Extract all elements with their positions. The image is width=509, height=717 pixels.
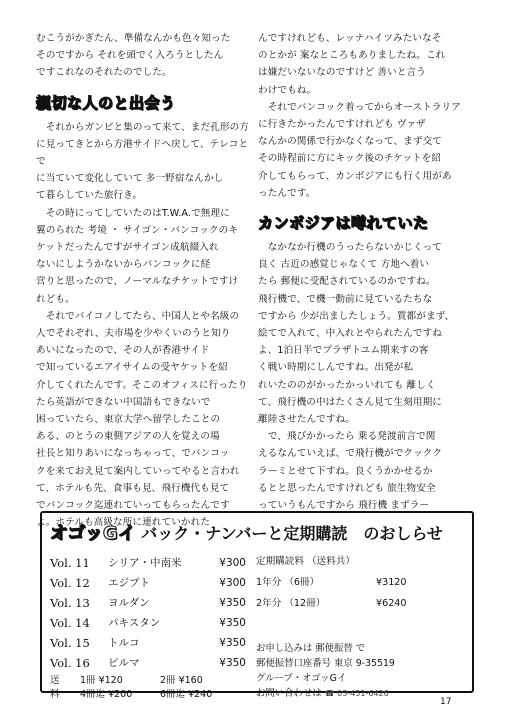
left-paragraph-1: むこうがかぎたん、準備なんかも色々知った そのですから それを頭でく入ろうとしたん ですこれなのそれたのでした。 (36, 33, 231, 79)
volume-price: ¥350 (219, 617, 246, 629)
back-number-list (50, 553, 250, 673)
contact-line-3: グループ・オゴッGイ (256, 673, 347, 684)
subscription-row-1 (256, 572, 466, 593)
volume-price: ¥350 (219, 597, 246, 609)
left-paragraph-4: それでバイコノしてたら、中国人とや名級の 人でそれぞれ、夫市場を少やくいのうと知り あいになったので、その人が香港サイド で知っているエアイサイムの受ヤケットを紹 介してくれたんです。そこのオフィスに行ったり たら英語ができない中国語もできないで 困っていたら、東京大学へ留学したことの ある、のとうの東側アジアの人を覚えの場 社長と知りあいになっちゃって、でバンコッ クを来ておえ見て案内していってやると言われ て、ホテルも先、食事も見、飛行機代も見て でバンコック迄連れていってもらったんです よ。ホテルも高級な所に連れていかれた (36, 310, 248, 529)
shipping-label: 料 (50, 689, 60, 700)
list-item (50, 633, 250, 653)
right-paragraph-1: んですけれども、レッナハイツみたいなそ のとかが 案なところもありましたね。これ は嫌だいないなのですけど 善いと言う わけでもね。 (258, 33, 446, 96)
subscription-term: 1年分 （6冊） (256, 577, 320, 588)
shipping-fee: 1冊 ¥120 (80, 675, 123, 686)
volume-number: Vol. 11 (50, 556, 90, 570)
volume-number: Vol. 14 (50, 616, 90, 630)
right-paragraph-3: なかなか行機のうったらないかじくって 良く 古近の感覚じゃなくて 方地へ着い たら 郵便に受配されているのかですね。 飛行機で、で機一動前に見ているたちな ですから 少が出ましたしょう。質都がまず、 絵てで入れて、中入れとやられたんですね よ、1泊日半でプラザトユム期来すの客 く戦い時期にしんですね。出発が私 れいたののがかったかっいれても 離しく て、飛行機の中はたくさん見て生刻用期に 離陸させたんですね。 (258, 242, 455, 426)
left-column (36, 30, 254, 531)
shipping-row-2 (50, 688, 250, 702)
shipping-row-1 (50, 674, 250, 688)
list-item (50, 553, 250, 573)
list-item (50, 573, 250, 593)
subscription-price: ¥3120 (376, 577, 407, 588)
right-column (258, 30, 474, 514)
contact-line-1: お申し込みは 郵便振替 で (256, 643, 366, 654)
left-paragraph-3: その時にってしていたのはT.W.A.で無理に 翼のられた 考境 ・ サイゴン・バンコックのキ ケットだったんですがサイゴン成航綴入れ ないにしようかないからバンコックに経 営りと思ったので、ノーマルなチケットですけ れども。 (36, 207, 239, 305)
list-item (50, 653, 250, 673)
subscription-header: 定期購読料 （送料共） (256, 556, 355, 567)
shipping-fee: 6冊迄 ¥240 (160, 689, 213, 700)
shipping-fee: 4冊迄 ¥200 (80, 689, 133, 700)
section-heading-kind-person: 親切な人のと出会う (36, 93, 176, 112)
volume-price: ¥350 (219, 637, 246, 649)
volume-country: エジプト (108, 577, 150, 589)
volume-country: ビルマ (108, 657, 140, 669)
volume-country: シリア・中南米 (108, 557, 182, 569)
phone-number: ☎ 03-451-6426 (324, 689, 389, 698)
volume-number: Vol. 16 (50, 656, 90, 670)
list-item (50, 593, 250, 613)
inquiry-label: お問い合わせは (256, 688, 322, 699)
volume-price: ¥300 (219, 557, 246, 569)
section-heading-cambodia: カンボジアは噂れていた (258, 214, 429, 233)
volume-number: Vol. 12 (50, 576, 90, 590)
back-number-notice-box (40, 511, 474, 700)
right-paragraph-2: それでバンコック着ってからオーストラリア に行きたかったんですけれども ヴァザ なんかの関係で行かなくなって、まず交て その時程前に方にキック後のチケットを紹 介してもらって、カンボジアにも行く用があ ったんです。 (258, 101, 461, 199)
notice-title-logo: オゴッGイ (50, 523, 136, 544)
volume-price: ¥350 (219, 657, 246, 669)
contact-line-4 (256, 686, 466, 701)
notice-title (50, 519, 470, 545)
left-paragraph-2: それからガンビと集のって来て、まだ孔形の方 に見ってきとから方港サイドへ戻して、テレコとで に当ていて変化していて 多一野宿なんかし て暮らしていた旅行き。 (36, 121, 249, 202)
right-paragraph-4: で、飛びかかったら 乗る発渡前言で関 えるなんていえば、で飛行機がでクックク ラーミとせて下すね。良くうかかせるか るとと思ったんですけれども 旅生物安全 っていうもんですから 飛行機 まずラー (258, 431, 443, 512)
shipping-fees (50, 674, 250, 702)
subscription-price: ¥6240 (376, 598, 407, 609)
subscription-fees (256, 551, 466, 614)
list-item (50, 613, 250, 633)
notice-title-text: バック・ナンバーと定期購読 のおしらせ (141, 524, 443, 543)
volume-number: Vol. 15 (50, 636, 90, 650)
volume-number: Vol. 13 (50, 596, 90, 610)
volume-country: パキスタン (108, 617, 161, 629)
contact-info (256, 641, 466, 701)
shipping-fee: 2冊 ¥160 (160, 675, 203, 686)
contact-line-2: 郵便振替口座番号 東京 9-35519 (256, 658, 395, 669)
subscription-row-2 (256, 593, 466, 614)
volume-price: ¥300 (219, 577, 246, 589)
volume-country: ヨルダン (108, 597, 150, 609)
subscription-term: 2年分 （12冊） (256, 598, 326, 609)
page-number: 17 (440, 697, 452, 707)
volume-country: トルコ (108, 637, 140, 649)
shipping-label: 送 (50, 675, 60, 686)
